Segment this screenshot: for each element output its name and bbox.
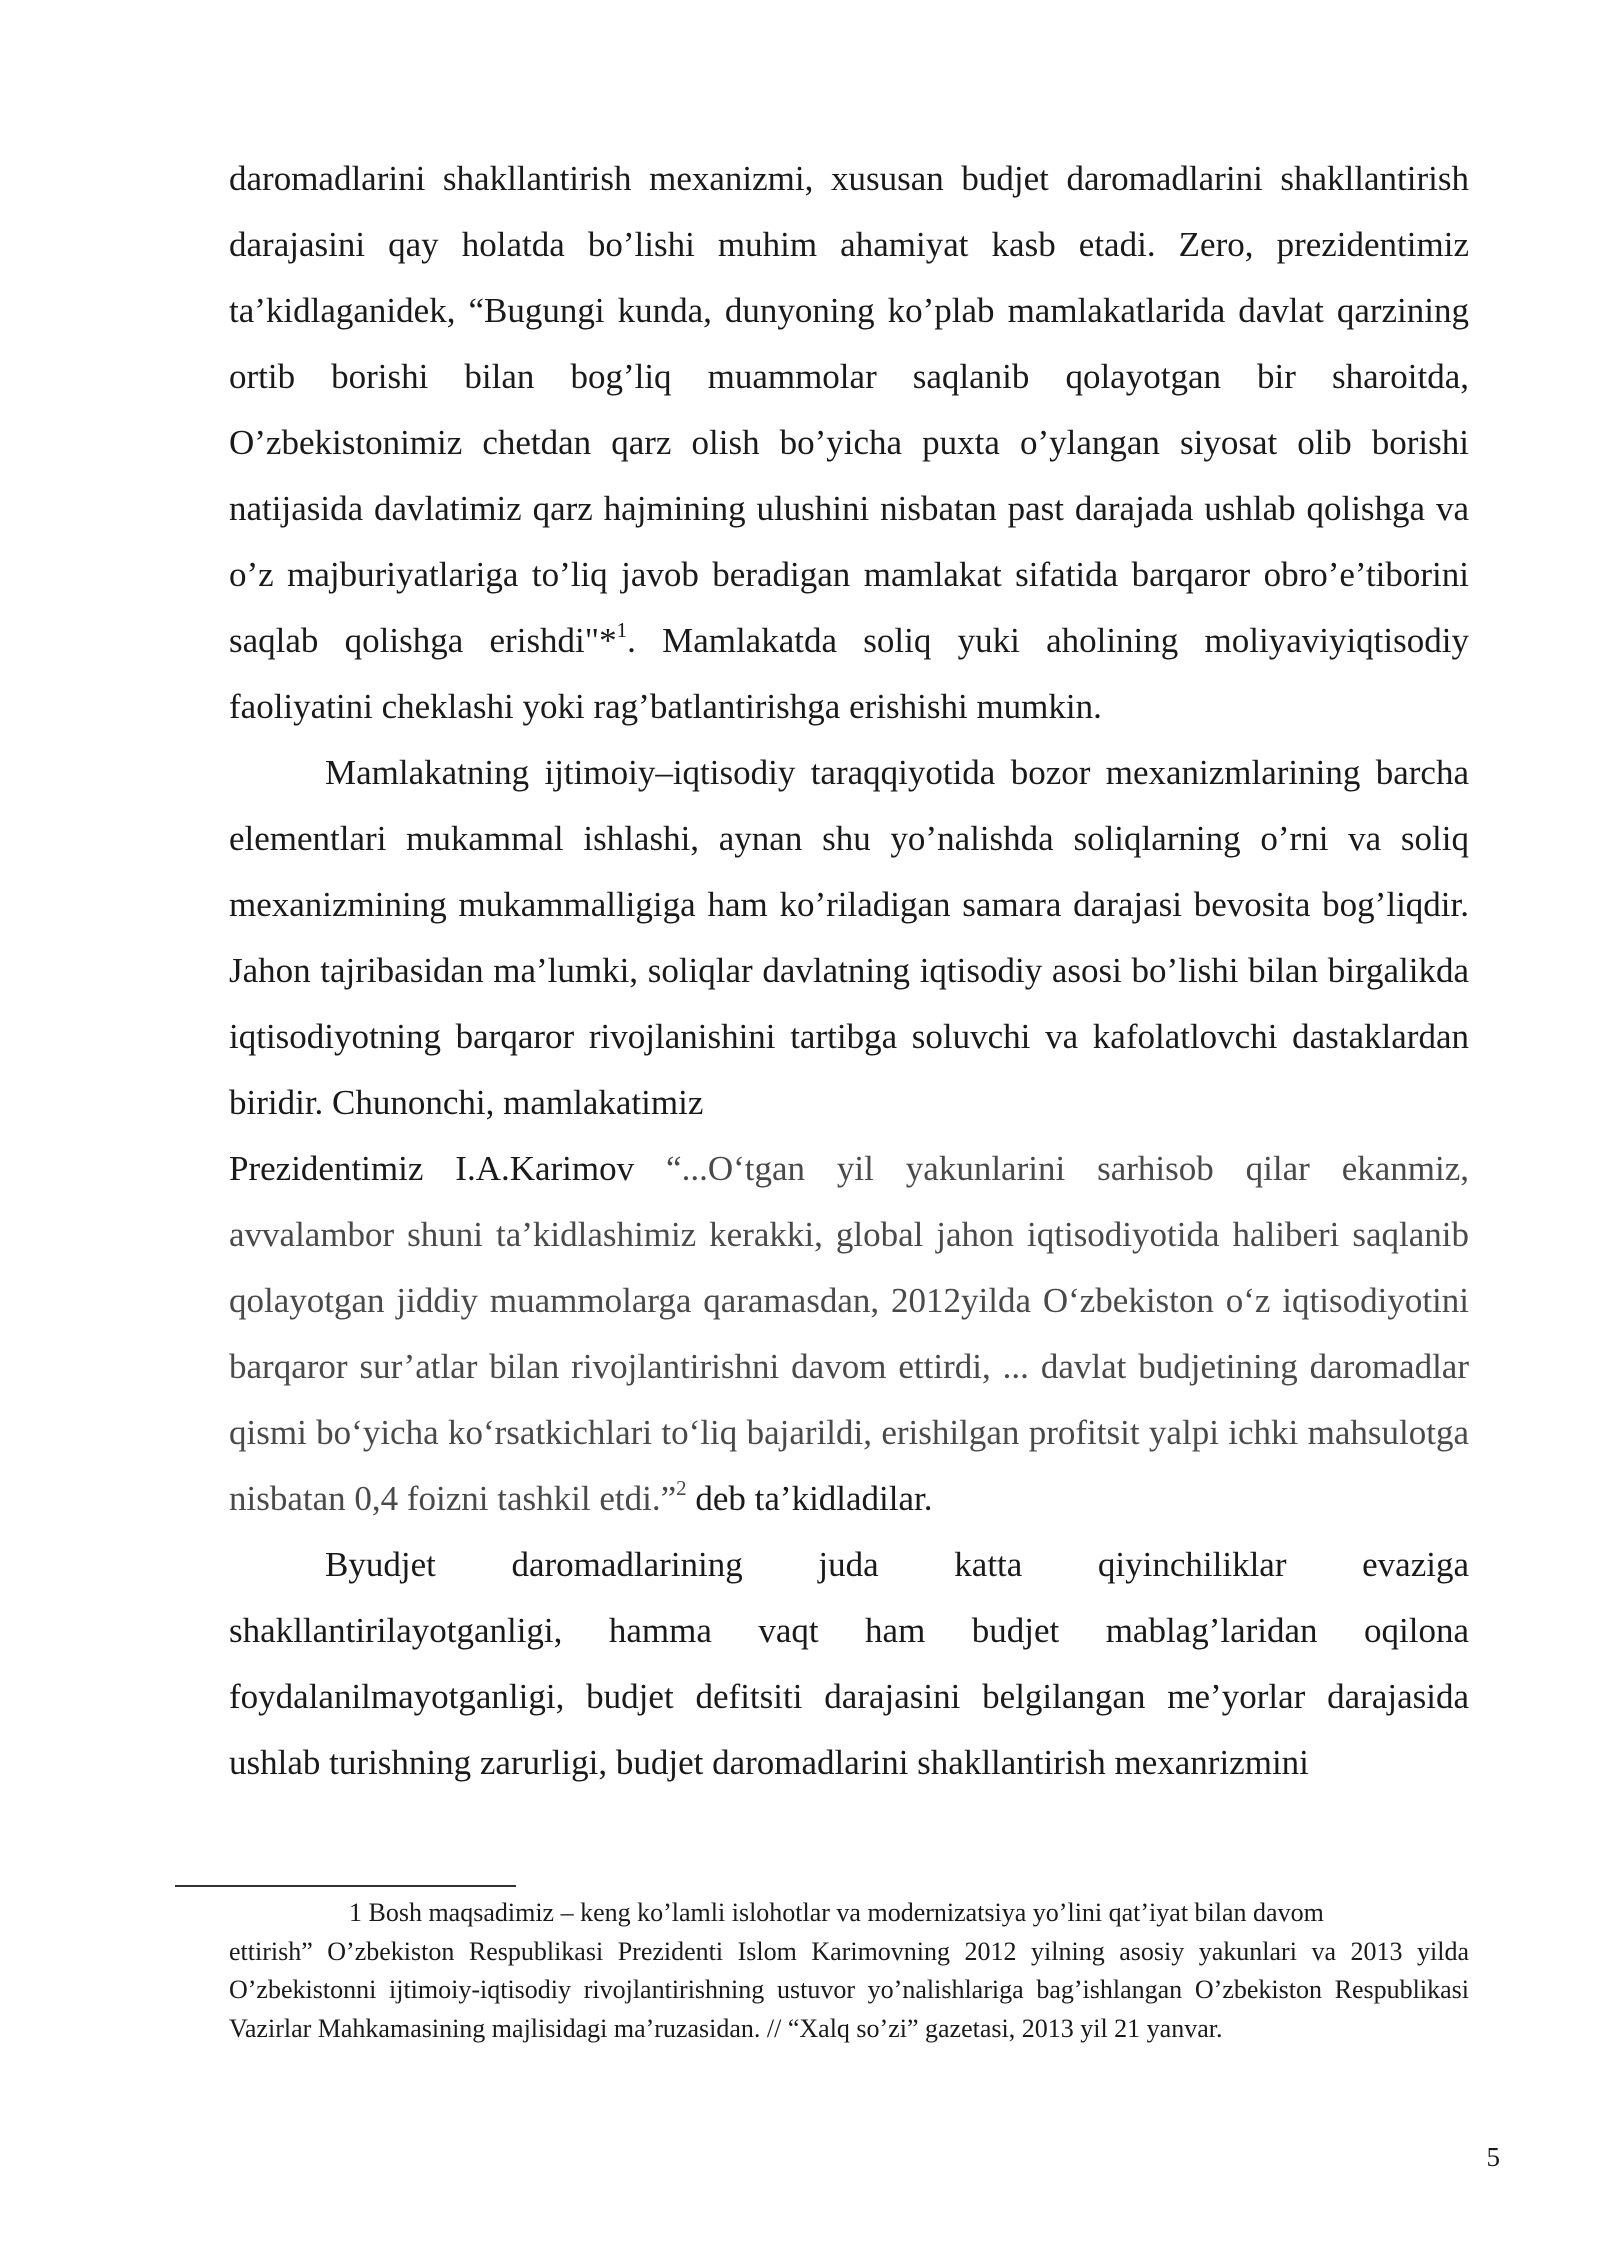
- paragraph-2-text-a: Mamlakatning ijtimoiy–iqtisodiy taraqqiyotida bozor mexanizmlarining barcha elementlari mukammal ishlashi, aynan shu yo’nalishda soliqlarning o’rni va soliq mexanizmining mukammalligiga ham ko’riladigan samara darajasi bevosita bog’liqdir. Jahon tajribasidan ma’lumki, soliqlar davlatning iqtisodiy asosi bo’lishi bilan birgalikda iqtisodiyotning barqaror rivojlanishini tartibga soluvchi va kafolatlovchi dastaklardan biridir. Chunonchi, mamlakatimiz: [229, 753, 1469, 1122]
- body-text: [229, 146, 1469, 1796]
- paragraph-2: [229, 740, 1469, 1532]
- footnote-ref-2[interactable]: 2: [676, 1476, 687, 1501]
- page-number: 5: [1486, 2142, 1500, 2172]
- president-quote: “...O‘tgan yil yakunlarini sarhisob qilar ekanmiz, avvalambor shuni ta’kidlashimiz kerakki, global jahon iqtisodiyotida haliberi saqlanib qolayotgan jiddiy muammolarga qaramasdan, 2012yilda O‘zbekiston o‘z iqtisodiyotini barqaror sur’atlar bilan rivojlantirishni davom ettirdi, ... davlat budjetining daromadlar qismi bo‘yicha ko‘rsatkichlari to‘liq bajarildi, erishilgan profitsit yalpi ichki mahsulotga nisbatan 0,4 foizni tashkil etdi.”: [229, 1149, 1469, 1518]
- paragraph-1-text-a: daromadlarini shakllantirish mexanizmi, xususan budjet daromadlarini shakllantirish darajasini qay holatda bo’lishi muhim ahamiyat kasb etadi. Zero, prezidentimiz ta’kidlaganidek, “Bugungi kunda, dunyoning ko’plab mamlakatlarida davlat qarzining ortib borishi bilan bog’liq muammolar saqlanib qolayotgan bir sharoitda, O’zbekistonimiz chetdan qarz olish bo’yicha puxta o’ylangan siyosat olib borishi natijasida davlatimiz qarz hajmining ulushini nisbatan past darajada ushlab qolishga va o’z majburiyatlariga to’liq javob beradigan mamlakat sifatida barqaror obro’e’tiborini saqlab qolishga erishdi"*: [229, 159, 1469, 660]
- paragraph-2-text-b: Prezidentimiz I.A.Karimov: [229, 1149, 667, 1188]
- paragraph-1: [229, 146, 1469, 740]
- footnote-1-line-1: 1 Bosh maqsadimiz – keng ko’lamli islohotlar va modernizatsiya yo’lini qat’iyat bilan davom: [349, 1898, 1324, 1927]
- footnote-separator: [175, 1885, 516, 1887]
- paragraph-1-text-b: . Mamlakatda soliq yuki aholining moliyaviyiqtisodiy faoliyatini cheklashi yoki rag’batlantirishga erishishi mumkin.: [229, 621, 1469, 726]
- footnote-ref-1[interactable]: 1: [616, 618, 628, 643]
- paragraph-3-text-a: Byudjet daromadlarining juda katta qiyinchiliklar evaziga shakllantirilayotganligi, hamma vaqt ham budjet mablag’laridan oqilona foydalanilmayotganligi, budjet defitsiti darajasini belgilangan me’yorlar darajasida ushlab turishning zarurligi, budjet daromadlarini shakllantirish mexanrizmini: [229, 1545, 1469, 1782]
- paragraph-3: [229, 1532, 1469, 1796]
- paragraph-2-text-c: deb ta’kidladilar.: [686, 1479, 933, 1518]
- footnote-1-rest: ettirish” O’zbekiston Respublikasi Prezidenti Islom Karimovning 2012 yilning asosiy yakunlari va 2013 yilda O’zbekistonni ijtimoiy-iqtisodiy rivojlantirishning ustuvor yo’nalishlariga bag’ishlangan O’zbekiston Respublikasi Vazirlar Mahkamasining majlisidagi ma’ruzasidan. // “Xalq so’zi” gazetasi, 2013 yil 21 yanvar.: [229, 1936, 1469, 2043]
- footnote-1: [229, 1894, 1469, 2048]
